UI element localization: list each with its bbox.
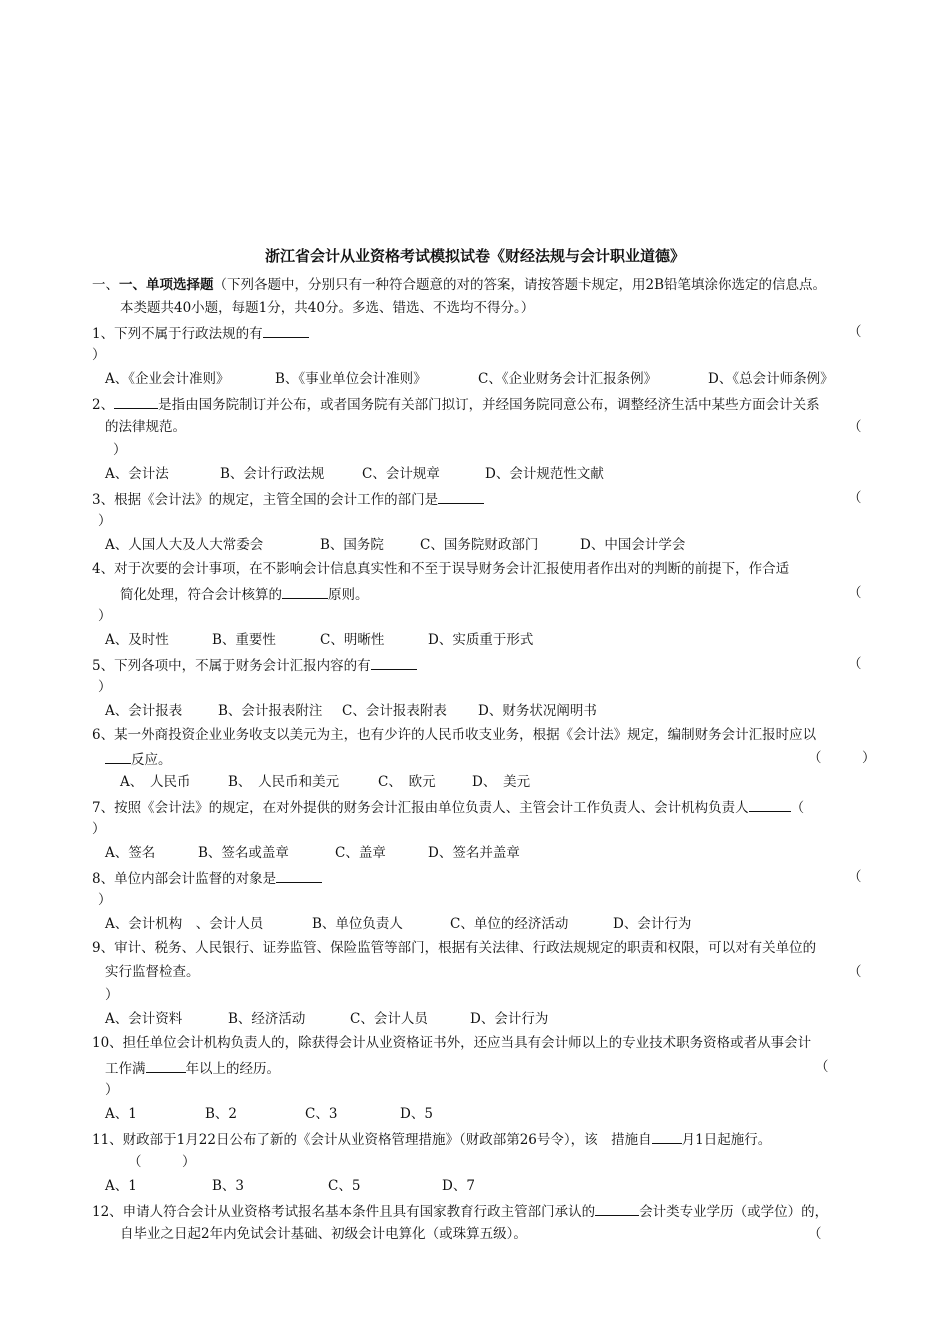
option-b: B、会计行政法规	[220, 466, 325, 482]
option-b: B、经济活动	[228, 1011, 306, 1027]
option-a: A、及时性	[105, 632, 169, 648]
paren-close: ）	[98, 513, 112, 529]
question-3: 3、根据《会计法》的规定，主管全国的会计工作的部门是	[92, 489, 484, 509]
option-c: C、5	[328, 1178, 361, 1194]
option-d: D、实质重于形式	[428, 632, 534, 648]
paren-open: （	[848, 419, 862, 435]
option-d: D、7	[442, 1178, 475, 1194]
section-instruction-2: 本类题共40小题，每题1分，共40分。多选、错选、不选均不得分。）	[120, 300, 535, 316]
question-5: 5、下列各项中，不属于财务会计汇报内容的有	[92, 655, 417, 675]
answer-blank	[595, 1201, 639, 1216]
question-11: 11、财政部于1月22日公布了新的《会计从业资格管理措施》（财政部第26号令），该 措施自 月1日起施行。	[92, 1129, 771, 1149]
option-b: B、国务院	[320, 537, 384, 553]
answer-blank	[105, 749, 131, 764]
option-d: D、会计规范性文献	[485, 466, 604, 482]
option-c: C、国务院财政部门	[420, 537, 539, 553]
paren-open: （	[848, 869, 862, 885]
question-1: 1、下列不属于行政法规的有	[92, 323, 309, 343]
option-b: B、3	[212, 1178, 245, 1194]
question-4: 4、对于次要的会计事项，在不影响会计信息真实性和不至于误导财务会计汇报使用者作出对的判断的前提下，作合适	[92, 561, 790, 577]
paren-close: ）	[98, 892, 112, 908]
question-10-cont: 工作满 年以上的经历。	[105, 1058, 280, 1078]
question-4-cont: 简化处理，符合会计核算的 原则。	[120, 584, 369, 604]
option-b: B、会计报表附注	[218, 703, 323, 719]
answer-blank	[263, 323, 309, 338]
option-a: A、会计资料	[105, 1011, 183, 1027]
question-8: 8、单位内部会计监督的对象是	[92, 868, 322, 888]
question-2: 2、 是指由国务院制订并公布，或者国务院有关部门拟订，并经国务院同意公布，调整经济生活中某些方面会计关系	[92, 394, 820, 414]
option-d: D、签名并盖章	[428, 845, 520, 861]
option-c: C、会计报表附表	[342, 703, 447, 719]
question-2-cont: 的法律规范。	[105, 419, 186, 435]
option-a: A、 人民币	[120, 774, 191, 790]
section-instruction: 一、一、单项选择题（下列各题中，分别只有一种符合题意的对的答案，请按答题卡规定，用2B铅笔填涂你选定的信息点。	[92, 277, 827, 293]
paren-close: ）	[105, 987, 119, 1003]
option-d: D、5	[400, 1106, 433, 1122]
option-c: C、明晰性	[320, 632, 385, 648]
paren-open: （	[848, 964, 862, 980]
option-b: B、重要性	[212, 632, 276, 648]
answer-blank	[146, 1058, 186, 1073]
option-a: A、1	[105, 1106, 137, 1122]
page-title: 浙江省会计从业资格考试模拟试卷《财经法规与会计职业道德》	[264, 247, 685, 265]
option-c: C、盖章	[335, 845, 386, 861]
answer-blank	[371, 655, 417, 670]
answer-blank	[282, 584, 328, 599]
option-c: C、《企业财务会计汇报条例》	[478, 371, 658, 387]
paren-open: （	[848, 656, 862, 672]
option-d: D、《总会计师条例》	[708, 371, 834, 387]
option-a: A、会计机构 、会计人员	[105, 916, 264, 932]
section-label: 一、单项选择题	[119, 277, 214, 293]
paren-close: ）	[98, 608, 112, 624]
answer-blank	[749, 797, 791, 812]
answer-blank	[276, 868, 322, 883]
option-c: C、单位的经济活动	[450, 916, 569, 932]
paren-close: ）	[98, 679, 112, 695]
paren-close: ）	[113, 442, 127, 458]
paren-open: （	[848, 324, 862, 340]
option-a: A、会计法	[105, 466, 169, 482]
answer-parens: （ ）	[808, 750, 876, 766]
paren-open: （	[848, 585, 862, 601]
option-a: A、1	[105, 1178, 137, 1194]
option-a: A、会计报表	[105, 703, 183, 719]
answer-blank	[438, 489, 484, 504]
option-b: B、2	[205, 1106, 238, 1122]
question-9: 9、审计、税务、人民银行、证券监管、保险监管等部门，根据有关法律、行政法规规定的职责和权限，可以对有关单位的	[92, 940, 817, 956]
option-d: D、中国会计学会	[580, 537, 686, 553]
option-c: C、会计规章	[362, 466, 440, 482]
option-b: B、 人民币和美元	[228, 774, 340, 790]
option-b: B、单位负责人	[312, 916, 403, 932]
option-b: B、《事业单位会计准则》	[275, 371, 427, 387]
option-a: A、《企业会计准则》	[105, 371, 230, 387]
paren-open: （	[815, 1059, 829, 1075]
option-d: D、会计行为	[470, 1011, 549, 1027]
question-9-cont: 实行监督检查。	[105, 964, 200, 980]
question-6: 6、某一外商投资企业业务收支以美元为主，也有少许的人民币收支业务，根据《会计法》规定，编制财务会计汇报时应以	[92, 727, 817, 743]
question-10: 10、担任单位会计机构负责人的，除获得会计从业资格证书外，还应当具有会计师以上的专业技术职务资格或者从事会计	[92, 1035, 812, 1051]
answer-blank	[652, 1129, 682, 1144]
answer-blank	[114, 394, 158, 409]
paren-open: （	[808, 1226, 822, 1242]
question-7: 7、按照《会计法》的规定，在对外提供的财务会计汇报由单位负责人、主管会计工作负责人、会计机构负责人 （	[92, 797, 804, 817]
option-d: D、财务状况阐明书	[478, 703, 597, 719]
paren-close: ）	[105, 1082, 119, 1098]
option-d: D、会计行为	[613, 916, 692, 932]
section-instruction-1: （下列各题中，分别只有一种符合题意的对的答案，请按答题卡规定，用2B铅笔填涂你选定的信息点。	[213, 277, 827, 293]
option-c: C、会计人员	[350, 1011, 428, 1027]
option-a: A、人国人大及人大常委会	[105, 537, 264, 553]
paren-close: ）	[92, 347, 106, 363]
paren-open: （	[848, 490, 862, 506]
option-d: D、 美元	[472, 774, 531, 790]
question-6-cont: 反应。	[105, 749, 172, 769]
paren-close: ）	[92, 821, 106, 837]
option-a: A、签名	[105, 845, 156, 861]
option-c: C、3	[305, 1106, 338, 1122]
question-12: 12、申请人符合会计从业资格考试报名基本条件且具有国家教育行政主管部门承认的 会计类专业学历（或学位）的，	[92, 1201, 828, 1221]
option-c: C、 欧元	[378, 774, 436, 790]
answer-parens: （ ）	[128, 1154, 196, 1170]
option-b: B、签名或盖章	[198, 845, 289, 861]
question-12-cont: 自毕业之日起2年内免试会计基础、初级会计电算化（或珠算五级）。	[120, 1226, 527, 1242]
